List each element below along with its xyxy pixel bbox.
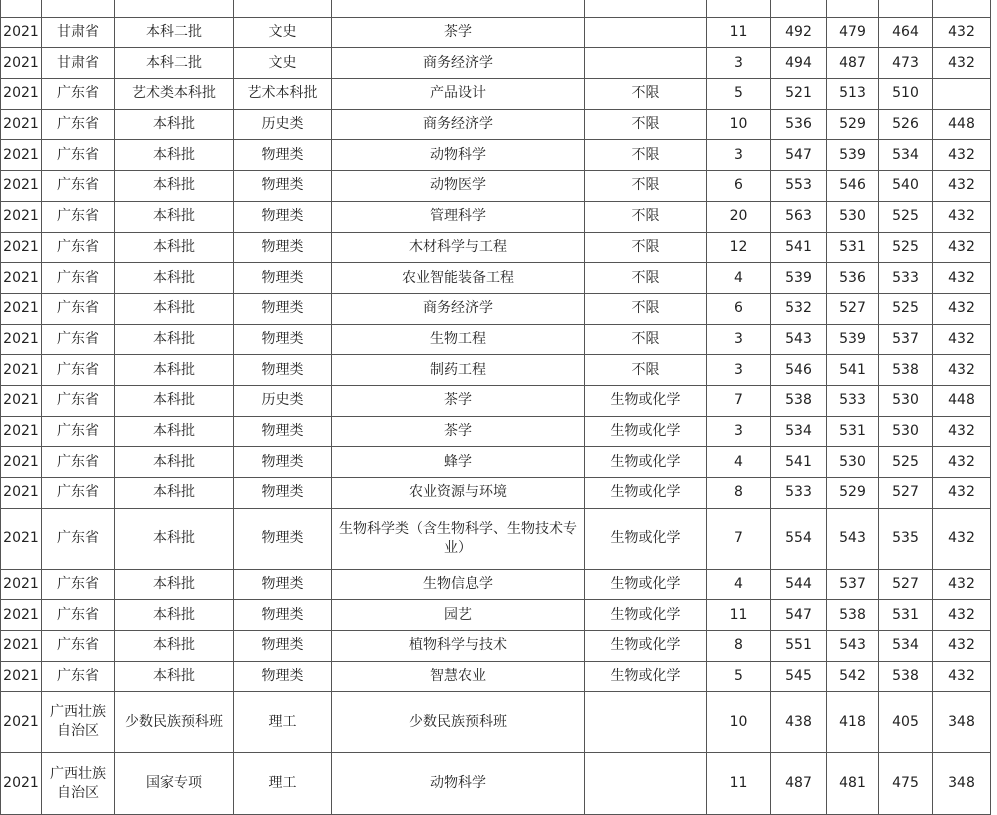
cell-major: 少数民族预科班: [332, 692, 585, 753]
cell-min: 538: [879, 355, 933, 386]
cell-requirement: 不限: [585, 232, 707, 263]
cell-plan: 11: [707, 600, 771, 631]
cell-major: 商务经济学: [332, 109, 585, 140]
cell-max: 541: [771, 232, 827, 263]
table-row: [1, 232, 991, 263]
cell-category: 物理类: [234, 140, 332, 171]
cell-requirement: 生物或化学: [585, 508, 707, 569]
cell-line: 432: [933, 447, 991, 478]
cell-category: 物理类: [234, 416, 332, 447]
cell-major: 茶学: [332, 385, 585, 416]
cell-batch: 本科批: [115, 201, 234, 232]
cell-year: 2021: [1, 692, 42, 753]
cell-major: 动物医学: [332, 171, 585, 202]
cell-plan: 10: [707, 692, 771, 753]
cell-requirement: 生物或化学: [585, 569, 707, 600]
cell-province: 广东省: [42, 385, 115, 416]
cell-requirement: [585, 48, 707, 79]
cell-province: [42, 0, 115, 17]
cell-line: [933, 0, 991, 17]
cell-requirement: [585, 753, 707, 815]
table-row: [1, 171, 991, 202]
cell-category: 物理类: [234, 661, 332, 692]
cell-plan: 3: [707, 140, 771, 171]
cell-avg: 513: [827, 79, 879, 110]
cell-province: 广东省: [42, 140, 115, 171]
cell-min: 534: [879, 140, 933, 171]
table-row: [1, 753, 991, 815]
cell-min: 405: [879, 692, 933, 753]
cell-requirement: 不限: [585, 355, 707, 386]
cell-major: 智慧农业: [332, 661, 585, 692]
cell-line: 432: [933, 232, 991, 263]
cell-line: 432: [933, 569, 991, 600]
cell-batch: 本科二批: [115, 48, 234, 79]
cell-major: 园艺: [332, 600, 585, 631]
table-row: [1, 48, 991, 79]
cell-batch: 本科批: [115, 140, 234, 171]
cell-avg: 418: [827, 692, 879, 753]
table-row: [1, 263, 991, 294]
table-row: [1, 631, 991, 662]
cell-province: 广东省: [42, 569, 115, 600]
cell-line: 432: [933, 324, 991, 355]
cell-category: 物理类: [234, 447, 332, 478]
cell-requirement: 不限: [585, 109, 707, 140]
cell-category: 物理类: [234, 293, 332, 324]
cell-province: 甘肃省: [42, 48, 115, 79]
cell-category: 物理类: [234, 201, 332, 232]
cell-requirement: 不限: [585, 293, 707, 324]
cell-max: 563: [771, 201, 827, 232]
cell-avg: 543: [827, 508, 879, 569]
cell-min: 530: [879, 416, 933, 447]
cell-requirement: 不限: [585, 140, 707, 171]
cell-year: [1, 0, 42, 17]
cell-province: 广东省: [42, 109, 115, 140]
table-row: [1, 416, 991, 447]
cell-avg: 487: [827, 48, 879, 79]
cell-major: 制药工程: [332, 355, 585, 386]
cell-max: 543: [771, 324, 827, 355]
cell-requirement: 不限: [585, 171, 707, 202]
cell-year: 2021: [1, 293, 42, 324]
cell-category: 历史类: [234, 385, 332, 416]
cell-batch: 本科批: [115, 109, 234, 140]
cell-min: 533: [879, 263, 933, 294]
cell-line: 432: [933, 631, 991, 662]
cell-batch: 本科批: [115, 661, 234, 692]
cell-category: [234, 0, 332, 17]
cell-year: 2021: [1, 109, 42, 140]
cell-category: 物理类: [234, 232, 332, 263]
cell-category: 物理类: [234, 569, 332, 600]
cell-avg: 546: [827, 171, 879, 202]
cell-max: 521: [771, 79, 827, 110]
cell-min: 537: [879, 324, 933, 355]
cell-requirement: [585, 692, 707, 753]
cell-min: 473: [879, 48, 933, 79]
cell-min: 526: [879, 109, 933, 140]
cell-major: 茶学: [332, 416, 585, 447]
cell-year: 2021: [1, 171, 42, 202]
cell-batch: 艺术类本科批: [115, 79, 234, 110]
cell-plan: 8: [707, 478, 771, 509]
cell-avg: 538: [827, 600, 879, 631]
cell-line: 448: [933, 109, 991, 140]
cell-batch: [115, 0, 234, 17]
cell-year: 2021: [1, 631, 42, 662]
cell-year: 2021: [1, 263, 42, 294]
cell-avg: 541: [827, 355, 879, 386]
cell-line: 432: [933, 140, 991, 171]
cell-requirement: 生物或化学: [585, 631, 707, 662]
table-row: [1, 140, 991, 171]
cell-max: 533: [771, 478, 827, 509]
cell-line: 432: [933, 17, 991, 48]
cell-avg: 530: [827, 201, 879, 232]
cell-year: 2021: [1, 355, 42, 386]
cell-line: 448: [933, 385, 991, 416]
cell-province: 广东省: [42, 508, 115, 569]
cell-avg: 530: [827, 447, 879, 478]
table-row: [1, 355, 991, 386]
cell-category: 理工: [234, 692, 332, 753]
cell-avg: 536: [827, 263, 879, 294]
cell-category: 物理类: [234, 508, 332, 569]
cell-category: 物理类: [234, 478, 332, 509]
cell-plan: 8: [707, 631, 771, 662]
table-row: [1, 600, 991, 631]
cell-max: 536: [771, 109, 827, 140]
cell-plan: 6: [707, 293, 771, 324]
cell-batch: 本科二批: [115, 17, 234, 48]
cell-major: 产品设计: [332, 79, 585, 110]
cell-min: 525: [879, 447, 933, 478]
table-row: [1, 692, 991, 753]
cell-plan: 20: [707, 201, 771, 232]
cell-requirement: 生物或化学: [585, 600, 707, 631]
cell-batch: 本科批: [115, 508, 234, 569]
cell-category: 物理类: [234, 600, 332, 631]
cell-year: 2021: [1, 753, 42, 815]
cell-requirement: 不限: [585, 324, 707, 355]
cell-min: 475: [879, 753, 933, 815]
cell-line: 432: [933, 600, 991, 631]
cell-year: 2021: [1, 416, 42, 447]
cell-max: 534: [771, 416, 827, 447]
table-row: [1, 17, 991, 48]
cell-avg: 539: [827, 324, 879, 355]
cell-year: 2021: [1, 569, 42, 600]
cell-year: 2021: [1, 447, 42, 478]
cell-avg: 529: [827, 478, 879, 509]
cell-plan: 3: [707, 324, 771, 355]
cell-year: 2021: [1, 324, 42, 355]
cell-avg: [827, 0, 879, 17]
cell-major: 农业资源与环境: [332, 478, 585, 509]
cell-year: 2021: [1, 385, 42, 416]
cell-line: 432: [933, 355, 991, 386]
table-row: [1, 447, 991, 478]
cell-line: 432: [933, 201, 991, 232]
cell-major: 动物科学: [332, 140, 585, 171]
cell-plan: 3: [707, 48, 771, 79]
cell-line: [933, 79, 991, 110]
cell-major: 农业智能装备工程: [332, 263, 585, 294]
cell-min: 530: [879, 385, 933, 416]
cell-plan: 7: [707, 385, 771, 416]
cell-province: 广东省: [42, 232, 115, 263]
cell-max: 494: [771, 48, 827, 79]
cell-province: 广西壮族自治区: [42, 692, 115, 753]
cell-province: 广西壮族自治区: [42, 753, 115, 815]
cell-batch: 本科批: [115, 263, 234, 294]
cell-requirement: [585, 0, 707, 17]
cell-max: 547: [771, 140, 827, 171]
cell-major: 茶学: [332, 17, 585, 48]
cell-province: 广东省: [42, 631, 115, 662]
cell-year: 2021: [1, 17, 42, 48]
table-body: [1, 0, 991, 814]
cell-min: 538: [879, 661, 933, 692]
cell-plan: 3: [707, 355, 771, 386]
cell-min: 535: [879, 508, 933, 569]
cell-max: 554: [771, 508, 827, 569]
cell-province: 广东省: [42, 600, 115, 631]
table-row: [1, 324, 991, 355]
cell-max: 545: [771, 661, 827, 692]
cell-line: 348: [933, 753, 991, 815]
cell-min: 464: [879, 17, 933, 48]
cell-requirement: 生物或化学: [585, 447, 707, 478]
cell-max: 487: [771, 753, 827, 815]
cell-batch: 本科批: [115, 355, 234, 386]
cell-major: 植物科学与技术: [332, 631, 585, 662]
cell-plan: 6: [707, 171, 771, 202]
cell-batch: 少数民族预科班: [115, 692, 234, 753]
cell-max: 544: [771, 569, 827, 600]
cell-batch: 本科批: [115, 600, 234, 631]
cell-category: 文史: [234, 17, 332, 48]
cell-year: 2021: [1, 201, 42, 232]
cell-plan: [707, 0, 771, 17]
cell-avg: 481: [827, 753, 879, 815]
cell-major: 商务经济学: [332, 48, 585, 79]
table-row: [1, 478, 991, 509]
cell-min: 527: [879, 478, 933, 509]
cell-batch: 本科批: [115, 324, 234, 355]
cell-requirement: 生物或化学: [585, 661, 707, 692]
cell-province: 广东省: [42, 201, 115, 232]
cell-avg: 542: [827, 661, 879, 692]
table-row: [1, 201, 991, 232]
cell-province: 广东省: [42, 478, 115, 509]
cell-plan: 4: [707, 569, 771, 600]
cell-max: 551: [771, 631, 827, 662]
cell-plan: 5: [707, 661, 771, 692]
cell-line: 348: [933, 692, 991, 753]
cell-min: 527: [879, 569, 933, 600]
table-row: [1, 385, 991, 416]
cell-max: 538: [771, 385, 827, 416]
cell-plan: 4: [707, 263, 771, 294]
cell-plan: 10: [707, 109, 771, 140]
cell-major: 生物科学类（含生物科学、生物技术专业）: [332, 508, 585, 569]
cell-batch: 本科批: [115, 416, 234, 447]
cell-batch: 本科批: [115, 478, 234, 509]
cell-max: 541: [771, 447, 827, 478]
cell-category: 历史类: [234, 109, 332, 140]
cell-year: 2021: [1, 232, 42, 263]
cell-batch: 本科批: [115, 447, 234, 478]
cell-avg: 543: [827, 631, 879, 662]
cell-avg: 531: [827, 416, 879, 447]
cell-major: 动物科学: [332, 753, 585, 815]
cell-year: 2021: [1, 600, 42, 631]
cell-avg: 531: [827, 232, 879, 263]
cell-line: 432: [933, 48, 991, 79]
cell-province: 广东省: [42, 293, 115, 324]
cell-province: 甘肃省: [42, 17, 115, 48]
cell-category: 物理类: [234, 324, 332, 355]
cell-plan: 4: [707, 447, 771, 478]
cell-category: 物理类: [234, 631, 332, 662]
cell-batch: 本科批: [115, 569, 234, 600]
cell-province: 广东省: [42, 661, 115, 692]
cell-min: 525: [879, 232, 933, 263]
cell-min: [879, 0, 933, 17]
cell-province: 广东省: [42, 355, 115, 386]
cell-min: 540: [879, 171, 933, 202]
table-row: [1, 79, 991, 110]
cell-max: 547: [771, 600, 827, 631]
cell-year: 2021: [1, 79, 42, 110]
table-row: [1, 508, 991, 569]
cell-batch: 本科批: [115, 631, 234, 662]
cell-max: 553: [771, 171, 827, 202]
cell-line: 432: [933, 416, 991, 447]
cell-line: 432: [933, 508, 991, 569]
cell-line: 432: [933, 478, 991, 509]
cell-requirement: 生物或化学: [585, 385, 707, 416]
cell-major: 生物信息学: [332, 569, 585, 600]
cell-province: 广东省: [42, 416, 115, 447]
cell-category: 文史: [234, 48, 332, 79]
cell-plan: 11: [707, 17, 771, 48]
cell-province: 广东省: [42, 171, 115, 202]
cell-max: 539: [771, 263, 827, 294]
cell-batch: 国家专项: [115, 753, 234, 815]
cell-min: 531: [879, 600, 933, 631]
cell-avg: 537: [827, 569, 879, 600]
cell-category: 物理类: [234, 171, 332, 202]
cell-avg: 529: [827, 109, 879, 140]
cell-major: 木材科学与工程: [332, 232, 585, 263]
cell-batch: 本科批: [115, 171, 234, 202]
cell-category: 物理类: [234, 263, 332, 294]
cell-max: 438: [771, 692, 827, 753]
cell-category: 艺术本科批: [234, 79, 332, 110]
cell-plan: 11: [707, 753, 771, 815]
cell-plan: 12: [707, 232, 771, 263]
cell-plan: 7: [707, 508, 771, 569]
cell-year: 2021: [1, 508, 42, 569]
cell-line: 432: [933, 661, 991, 692]
cell-major: 商务经济学: [332, 293, 585, 324]
cell-avg: 479: [827, 17, 879, 48]
cell-requirement: [585, 17, 707, 48]
cell-year: 2021: [1, 140, 42, 171]
cell-requirement: 不限: [585, 201, 707, 232]
cell-batch: 本科批: [115, 232, 234, 263]
cell-line: 432: [933, 293, 991, 324]
cell-major: 管理科学: [332, 201, 585, 232]
cell-avg: 533: [827, 385, 879, 416]
cell-requirement: 不限: [585, 79, 707, 110]
cell-category: 物理类: [234, 355, 332, 386]
cell-line: 432: [933, 263, 991, 294]
cell-batch: 本科批: [115, 293, 234, 324]
cell-province: 广东省: [42, 324, 115, 355]
table-row: [1, 569, 991, 600]
cell-major: [332, 0, 585, 17]
cell-plan: 5: [707, 79, 771, 110]
table-row: [1, 293, 991, 324]
cell-batch: 本科批: [115, 385, 234, 416]
cell-requirement: 生物或化学: [585, 416, 707, 447]
cell-category: 理工: [234, 753, 332, 815]
cell-max: 492: [771, 17, 827, 48]
cell-max: [771, 0, 827, 17]
cell-province: 广东省: [42, 263, 115, 294]
cell-major: 蜂学: [332, 447, 585, 478]
cell-major: 生物工程: [332, 324, 585, 355]
table-row: [1, 109, 991, 140]
cell-max: 546: [771, 355, 827, 386]
cell-max: 532: [771, 293, 827, 324]
cell-province: 广东省: [42, 79, 115, 110]
cell-avg: 527: [827, 293, 879, 324]
cell-avg: 539: [827, 140, 879, 171]
cell-year: 2021: [1, 48, 42, 79]
table-row: [1, 0, 991, 17]
cell-year: 2021: [1, 478, 42, 509]
cell-province: 广东省: [42, 447, 115, 478]
cell-line: 432: [933, 171, 991, 202]
cell-min: 525: [879, 293, 933, 324]
cell-year: 2021: [1, 661, 42, 692]
table-row: [1, 661, 991, 692]
cell-min: 510: [879, 79, 933, 110]
cell-min: 525: [879, 201, 933, 232]
cell-min: 534: [879, 631, 933, 662]
cell-plan: 3: [707, 416, 771, 447]
cell-requirement: 生物或化学: [585, 478, 707, 509]
cell-requirement: 不限: [585, 263, 707, 294]
